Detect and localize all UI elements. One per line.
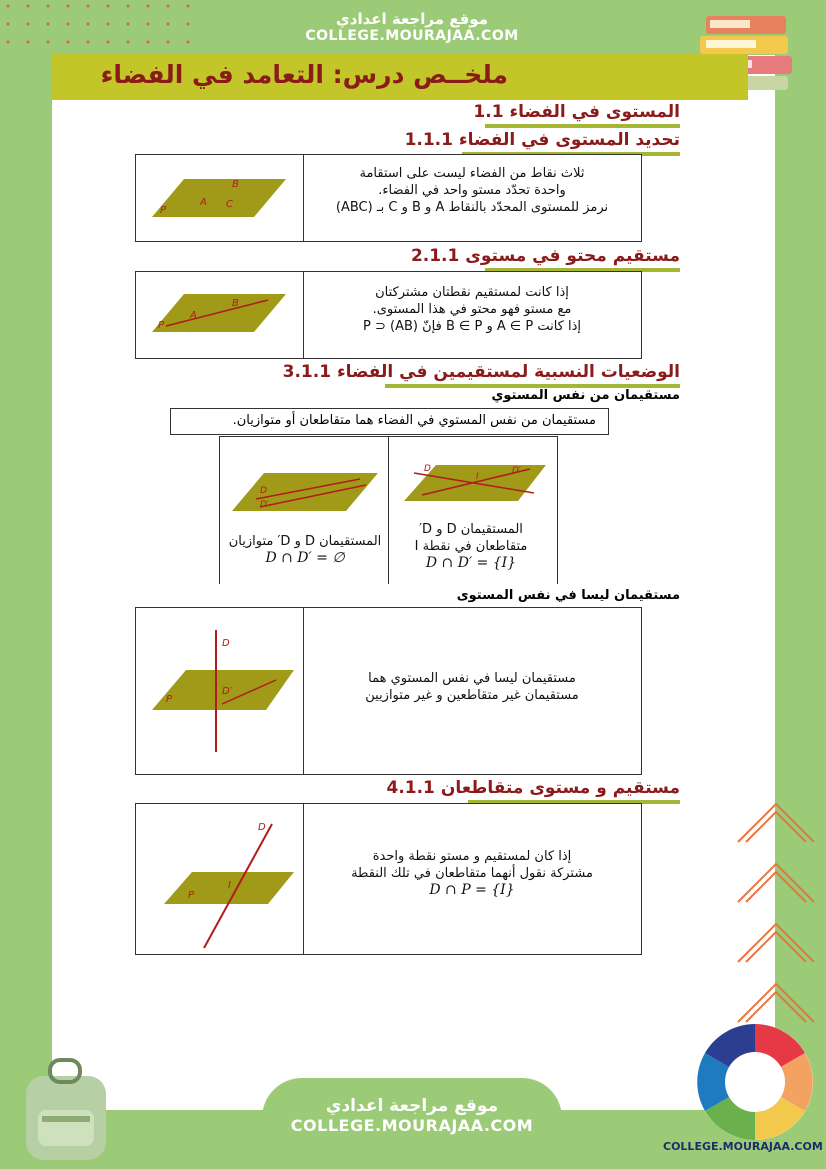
- box1-text: [308, 165, 636, 216]
- intersecting-lines-figure: [402, 459, 550, 509]
- frame-left: [0, 0, 52, 1169]
- section-title: مستقيم محتو في مستوى: [465, 246, 680, 266]
- chevrons-decoration: [732, 790, 822, 1030]
- section-title: المستوى في الفضاء: [509, 102, 680, 122]
- box1-line3: نرمز للمستوى المحدّد بالنقاط A و B و C بـ (ABC): [335, 200, 609, 215]
- parallel-line1: المستقيمان D و D′ متوازيان: [228, 534, 382, 549]
- point-label-i: I: [228, 880, 231, 891]
- section-number: 3.1.1: [282, 362, 332, 382]
- line-label-d: D: [222, 638, 230, 649]
- site-name-bottom: موقع مراجعة اعدادي: [325, 1096, 499, 1116]
- point-label-i: I: [476, 472, 479, 482]
- box2-line3: إذا كانت A ∈ P و B ∈ P فإنّ (AB) ⊂ P: [363, 319, 581, 334]
- line-label-d: D: [258, 822, 266, 833]
- line-in-plane-figure: [146, 286, 291, 346]
- coplanar-note-box: [170, 408, 609, 435]
- box1-line1: ثلاث نقاط من الفضاء ليست على استقامة: [359, 166, 585, 181]
- intersecting-line1: المستقيمان D و D′: [419, 522, 523, 537]
- box4-math: D ∩ P = {I}: [429, 882, 515, 898]
- line-label-d: D: [424, 464, 431, 474]
- box4-line1: إذا كان لمستقيم و مستو نقطة واحدة: [372, 849, 572, 864]
- skew-lines-figure: [148, 624, 298, 764]
- section-heading-2-1-1: [403, 246, 680, 266]
- point-label-b: B: [232, 298, 239, 309]
- decorative-dots: [0, 0, 200, 48]
- footer-site-tab[interactable]: [262, 1078, 562, 1169]
- title-bar: [52, 54, 748, 100]
- point-label-a: A: [190, 310, 197, 321]
- page-title: ملخــص درس: التعامد في الفضاء: [100, 60, 508, 89]
- section-heading-1-1-1: [397, 130, 680, 150]
- section-title: تحديد المستوى في الفضاء: [458, 130, 680, 150]
- header-site-tab[interactable]: [262, 0, 562, 60]
- box1-line2: واحدة تحدّد مستو واحد في الفضاء.: [378, 183, 566, 198]
- point-label-c: C: [226, 199, 233, 210]
- intersecting-line2: متقاطعان في نقطة I: [414, 539, 528, 554]
- section-number: 1.1: [473, 102, 504, 122]
- box3-line1: مستقيمان ليسا في نفس المستوي هما: [368, 671, 576, 686]
- parallel-math: D ∩ D′ = ∅: [265, 550, 345, 566]
- subheading-non-coplanar: مستقيمان ليسا في نفس المستوى: [456, 588, 680, 603]
- plane-label: P: [160, 205, 167, 216]
- site-url-bottom[interactable]: COLLEGE.MOURAJAA.COM: [290, 1116, 534, 1135]
- intersecting-text: [396, 521, 546, 572]
- section-heading-4-1-1: [378, 778, 680, 798]
- intersecting-math: D ∩ D′ = {I}: [425, 555, 517, 571]
- box4-text: [308, 848, 636, 899]
- parallel-text: [222, 533, 388, 567]
- logo-url: COLLEGE.MOURAJAA.COM: [663, 1140, 823, 1153]
- skew-lines-box: [135, 607, 642, 775]
- point-label-b: B: [232, 179, 239, 190]
- section-number: 2.1.1: [410, 246, 460, 266]
- line-plane-intersection-box: [135, 803, 642, 955]
- section-number: 4.1.1: [386, 778, 435, 798]
- site-logo-icon: [694, 1022, 816, 1142]
- subheading-coplanar: مستقيمان من نفس المستوي: [491, 388, 680, 403]
- section-title: مستقيم و مستوى متقاطعان: [440, 778, 680, 798]
- site-name-top: موقع مراجعة اعدادي: [336, 10, 488, 28]
- section-heading-1-1: [465, 102, 680, 122]
- definition-box-line-in-plane: [135, 271, 642, 359]
- parallel-lines-figure: [230, 469, 380, 515]
- plane-label: P: [188, 890, 195, 901]
- box2-line1: إذا كانت لمستقيم نقطتان مشتركتان: [375, 285, 569, 300]
- line-label-d-prime: D′: [222, 686, 232, 697]
- plane-label: P: [166, 694, 173, 705]
- line-label-d: D: [260, 486, 267, 496]
- box3-text: [308, 670, 636, 704]
- point-label-a: A: [200, 197, 207, 208]
- plane-three-points-figure: [146, 169, 291, 229]
- site-url-top[interactable]: COLLEGE.MOURAJAA.COM: [305, 28, 519, 44]
- plane-label: P: [158, 320, 165, 331]
- heading-underline: [485, 124, 680, 128]
- backpack-icon: [16, 1056, 116, 1166]
- box2-line2: مع مستو فهو محتو في هذا المستوى.: [372, 302, 572, 317]
- box4-line2: مشتركة نقول أنهما متقاطعان في تلك النقطة: [351, 866, 593, 881]
- box3-line2: مستقيمان غير متقاطعين و غير متوازيين: [365, 688, 579, 703]
- section-number: 1.1.1: [404, 130, 453, 150]
- coplanar-lines-box: [219, 436, 558, 584]
- section-title: الوضعيات النسبية لمستقيمين في الفضاء: [336, 362, 680, 382]
- section-heading-3-1-1: [275, 362, 680, 382]
- line-label-d-prime: D′: [260, 500, 269, 510]
- line-label-d-prime: D′: [512, 466, 521, 476]
- coplanar-note: مستقيمان من نفس المستوي في الفضاء هما متقاطعان أو متوازيان.: [232, 413, 596, 428]
- box2-text: [308, 284, 636, 335]
- definition-box-plane: [135, 154, 642, 242]
- line-plane-figure: [148, 816, 298, 952]
